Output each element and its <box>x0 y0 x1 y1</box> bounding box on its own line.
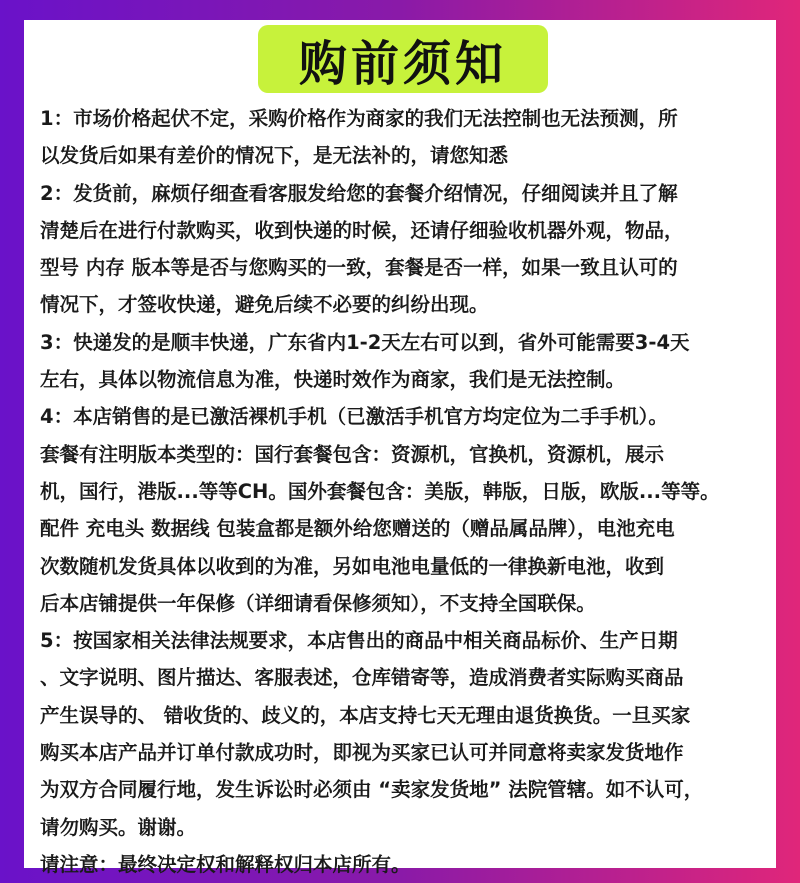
notice-line: 以发货后如果有差价的情况下，是无法补的，请您知悉 <box>40 144 509 168</box>
notice-line: 购买本店产品并订单付款成功时，即视为买家已认可并同意将卖家发货地作 <box>40 741 684 765</box>
notice-line: 、文字说明、图片描达、客服表述，仓库错寄等，造成消费者实际购买商品 <box>40 666 684 690</box>
notice-line: 2：发货前，麻烦仔细查看客服发给您的套餐介绍情况，仔细阅读并且了解 <box>40 181 678 205</box>
page-title: 购前须知 <box>258 25 548 93</box>
notice-line: 次数随机发货具体以收到的为准，另如电池电量低的一律换新电池，收到 <box>40 554 665 578</box>
notice-line: 为双方合同履行地，发生诉讼时必须由 “卖家发货地” 法院管辖。如不认可， <box>40 778 704 802</box>
notice-line: 1：市场价格起伏不定，采购价格作为商家的我们无法控制也无法预测，所 <box>40 107 678 130</box>
notice-line: 机，国行，港版...等等CH。国外套餐包含：美版，韩版，日版，欧版...等等。 <box>40 479 720 503</box>
notice-line: 4：本店销售的是已激活裸机手机（已激活手机官方均定位为二手手机）。 <box>40 405 668 429</box>
notice-body <box>40 100 770 883</box>
notice-line: 套餐有注明版本类型的：国行套餐包含：资源机，官换机，资源机，展示 <box>40 442 665 466</box>
notice-line: 情况下，才签收快递，避免后续不必要的纠纷出现。 <box>40 293 489 317</box>
notice-line: 3：快递发的是顺丰快递，广东省内1-2天左右可以到，省外可能需要3-4天 <box>40 330 690 354</box>
notice-line: 后本店铺提供一年保修（详细请看保修须知），不支持全国联保。 <box>40 591 596 615</box>
notice-line: 清楚后在进行付款购买，收到快递的时候，还请仔细验收机器外观，物品， <box>40 218 684 242</box>
notice-line: 配件 充电头 数据线 包装盒都是额外给您赠送的（赠品属品牌），电池充电 <box>40 517 675 541</box>
notice-line: 产生误导的、 错收货的、歧义的，本店支持七天无理由退货换货。一旦买家 <box>40 703 691 727</box>
notice-line: 请注意：最终决定权和解释权归本店所有。 <box>40 852 411 876</box>
notice-line: 型号 内存 版本等是否与您购买的一致，套餐是否一样，如果一致且认可的 <box>40 256 678 280</box>
notice-line: 请勿购买。谢谢。 <box>40 815 197 839</box>
notice-line: 5：按国家相关法律法规要求，本店售出的商品中相关商品标价、生产日期 <box>40 629 678 653</box>
notice-line: 左右，具体以物流信息为准，快递时效作为商家，我们是无法控制。 <box>40 368 626 392</box>
